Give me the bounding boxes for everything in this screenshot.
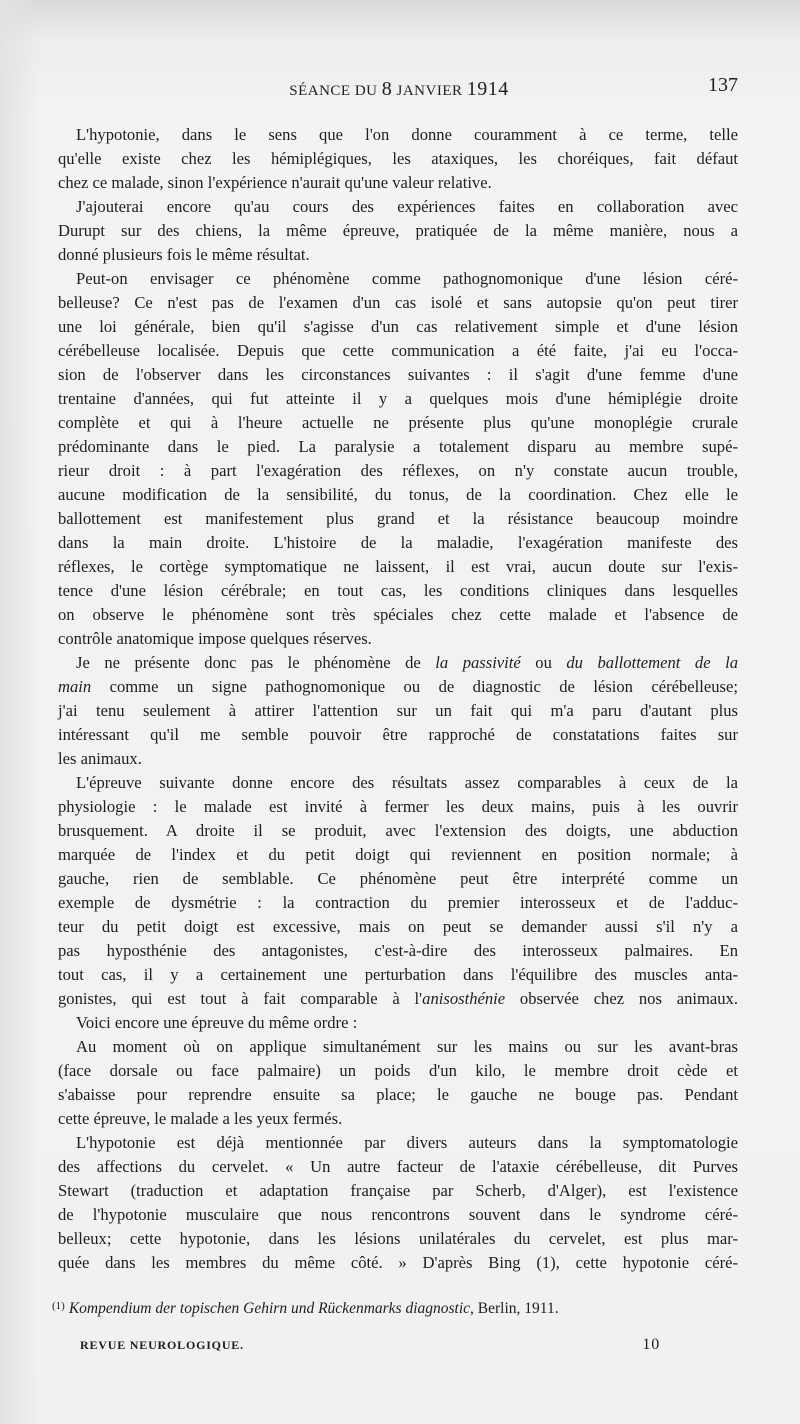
running-title xyxy=(60,78,738,101)
text-span: cette épreuve, le malade a les yeux fermés. xyxy=(58,1109,343,1128)
text-line xyxy=(58,699,738,723)
text-line xyxy=(58,723,738,747)
text-span: réflexes, le cortège symptomatique ne laissent, il est vrai, aucun doute sur l'exis- xyxy=(58,557,738,576)
text-line xyxy=(58,675,738,699)
text-line xyxy=(58,483,738,507)
text-span: rieur droit : à part l'exagération des réflexes, on n'y constate aucun trouble, xyxy=(58,461,738,480)
italic-text: la passivité xyxy=(435,653,521,672)
text-span: intéressant qu'il me semble pouvoir être rapproché de constatations faites sur xyxy=(58,725,738,744)
text-span: observée chez nos animaux. xyxy=(505,989,739,1008)
text-line xyxy=(58,987,738,1011)
text-line xyxy=(58,147,738,171)
text-line xyxy=(58,507,738,531)
text-line xyxy=(58,1083,738,1107)
text-line xyxy=(58,555,738,579)
text-span: cérébelleuse localisée. Depuis que cette communication a été faite, j'ai eu l'occa- xyxy=(58,341,738,360)
text-line xyxy=(58,867,738,891)
text-line xyxy=(58,915,738,939)
italic-text: main xyxy=(58,677,92,696)
text-span: Je ne présente donc pas le phénomène de xyxy=(76,653,436,672)
text-line xyxy=(58,1107,738,1131)
footnote xyxy=(52,1300,559,1318)
page-footer xyxy=(80,1338,660,1353)
text-line xyxy=(58,1059,738,1083)
text-span: marquée de l'index et du petit doigt qui reviennent en position normale; à xyxy=(58,845,738,864)
text-line xyxy=(58,963,738,987)
text-line xyxy=(58,1203,738,1227)
text-line xyxy=(58,435,738,459)
text-line xyxy=(58,315,738,339)
text-line xyxy=(58,243,738,267)
text-line xyxy=(58,387,738,411)
text-span: exemple de dysmétrie : la contraction du premier interosseux et de l'adduc- xyxy=(58,893,738,912)
text-line xyxy=(58,219,738,243)
italic-text: anisosthénie xyxy=(422,989,506,1008)
text-span: complète et qui à l'heure actuelle ne présente plus qu'une monoplégie crurale xyxy=(58,413,738,432)
body-text xyxy=(58,123,738,1275)
text-span: L'hypotonie, dans le sens que l'on donne couramment à ce terme, telle xyxy=(76,125,738,144)
text-line xyxy=(58,771,738,795)
text-span: tout cas, il y a certainement une perturbation dans l'équilibre des muscles anta- xyxy=(58,965,738,984)
text-span: pas hyposthénie des antagonistes, c'est-à-dire des interosseux palmaires. En xyxy=(58,941,738,960)
text-span: des affections du cervelet. « Un autre facteur de l'ataxie cérébelleuse, dit Purves xyxy=(58,1157,738,1176)
text-span: aucune modification de la sensibilité, du tonus, de la coordination. Chez elle le xyxy=(58,485,738,504)
page-edge-shadow xyxy=(0,0,40,1424)
text-span: teur du petit doigt est excessive, mais on peut se demander aussi s'il n'y a xyxy=(58,917,738,936)
text-line xyxy=(58,891,738,915)
text-span: Durupt sur des chiens, la même épreuve, pratiquée de la même manière, nous a xyxy=(58,221,738,240)
text-span: sion de l'observer dans les circonstances suivantes : il s'agit d'une femme d'une xyxy=(58,365,738,384)
text-line xyxy=(58,1179,738,1203)
text-line xyxy=(58,1155,738,1179)
text-span: Peut-on envisager ce phénomène comme pathognomonique d'une lésion céré- xyxy=(76,269,738,288)
text-span: belleuse? Ce n'est pas de l'examen d'un cas isolé et sans autopsie qu'on peut tirer xyxy=(58,293,738,312)
text-span: de l'hypotonie musculaire que nous rencontrons souvent dans le syndrome céré- xyxy=(58,1205,738,1224)
text-line xyxy=(58,1227,738,1251)
text-line xyxy=(58,627,738,651)
footnote-rest: , Berlin, 1911. xyxy=(470,1300,559,1317)
text-span: prédominante dans le pied. La paralysie a totalement disparu au membre supé- xyxy=(58,437,738,456)
italic-text: du ballottement de la xyxy=(566,653,738,672)
title-day: 8 xyxy=(381,78,393,100)
text-line xyxy=(58,531,738,555)
text-span: dans la main droite. L'histoire de la maladie, l'exagération manifeste des xyxy=(58,533,738,552)
text-span: Stewart (traduction et adaptation française par Scherb, d'Alger), est l'existence xyxy=(58,1181,738,1200)
text-line xyxy=(58,579,738,603)
text-span: ou xyxy=(520,653,567,672)
text-line xyxy=(58,1035,738,1059)
text-span: J'ajouterai encore qu'au cours des expériences faites en collaboration avec xyxy=(76,197,738,216)
text-span: s'abaisse pour reprendre ensuite sa place; le gauche ne bouge pas. Pendant xyxy=(58,1085,738,1104)
text-span: quée dans les membres du même côté. » D'après Bing (1), cette hypotonie céré- xyxy=(58,1253,738,1272)
text-span: Voici encore une épreuve du même ordre : xyxy=(76,1013,358,1032)
text-line xyxy=(58,939,738,963)
text-line xyxy=(58,459,738,483)
journal-name: REVUE NEUROLOGIQUE. xyxy=(80,1338,244,1352)
text-span: gonistes, qui est tout à fait comparable à l' xyxy=(58,989,423,1008)
text-line xyxy=(58,195,738,219)
text-span: donné plusieurs fois le même résultat. xyxy=(58,245,310,264)
text-span: qu'elle existe chez les hémiplégiques, les ataxiques, les choréiques, fait défaut xyxy=(58,149,738,168)
footnote-marker: (1) xyxy=(52,1300,65,1312)
text-span: belleux; cette hypotonie, dans les lésions unilatérales du cervelet, est plus mar- xyxy=(58,1229,738,1248)
text-span: ballottement est manifestement plus grand et la résistance beaucoup moindre xyxy=(58,509,738,528)
text-span: physiologie : le malade est invité à fermer les deux mains, puis à les ouvrir xyxy=(58,797,738,816)
sheet-number: 10 xyxy=(642,1336,660,1353)
text-line xyxy=(58,291,738,315)
text-span: chez ce malade, sinon l'expérience n'aurait qu'une valeur relative. xyxy=(58,173,492,192)
text-line xyxy=(58,603,738,627)
text-line xyxy=(58,123,738,147)
text-line xyxy=(58,747,738,771)
text-line xyxy=(58,819,738,843)
text-span: les animaux. xyxy=(58,749,142,768)
text-line xyxy=(58,171,738,195)
text-span: L'hypotonie est déjà mentionnée par divers auteurs dans la symptomatologie xyxy=(76,1133,738,1152)
running-header xyxy=(60,74,738,102)
text-line xyxy=(58,1251,738,1275)
text-span: tence d'une lésion cérébrale; en tout cas, les conditions cliniques dans lesquelles xyxy=(58,581,738,600)
title-text: SÉANCE DU xyxy=(289,83,382,99)
text-line xyxy=(58,651,738,675)
text-span: une loi générale, bien qu'il s'agisse d'un cas relativement simple et d'une lésion xyxy=(58,317,738,336)
text-span: contrôle anatomique impose quelques réserves. xyxy=(58,629,372,648)
page-number: 137 xyxy=(708,74,738,96)
text-span: on observe le phénomène sont très spéciales chez cette malade et l'absence de xyxy=(58,605,738,624)
text-line xyxy=(58,411,738,435)
text-line xyxy=(58,363,738,387)
text-span: L'épreuve suivante donne encore des résultats assez comparables à ceux de la xyxy=(76,773,738,792)
text-line xyxy=(58,267,738,291)
text-line xyxy=(58,339,738,363)
text-line xyxy=(58,795,738,819)
text-span: trentaine d'années, qui fut atteinte il y a quelques mois d'une hémiplégie droite xyxy=(58,389,738,408)
text-span: comme un signe pathognomonique ou de diagnostic de lésion cérébelleuse; xyxy=(91,677,738,696)
text-span: gauche, rien de semblable. Ce phénomène peut être interprété comme un xyxy=(58,869,738,888)
text-span: (face dorsale ou face palmaire) un poids d'un kilo, le membre droit cède et xyxy=(58,1061,738,1080)
text-span: brusquement. A droite il se produit, avec l'extension des doigts, une abduction xyxy=(58,821,738,840)
text-line xyxy=(58,843,738,867)
text-span: Au moment où on applique simultanément sur les mains ou sur les avant-bras xyxy=(76,1037,738,1056)
text-line xyxy=(58,1011,738,1035)
title-month: JANVIER xyxy=(392,83,467,99)
text-span: j'ai tenu seulement à attirer l'attention sur un fait qui m'a paru d'autant plus xyxy=(58,701,738,720)
footnote-title: Kompendium der topischen Gehirn und Rückenmarks diagnostic xyxy=(68,1300,471,1317)
title-year: 1914 xyxy=(466,78,509,100)
text-line xyxy=(58,1131,738,1155)
